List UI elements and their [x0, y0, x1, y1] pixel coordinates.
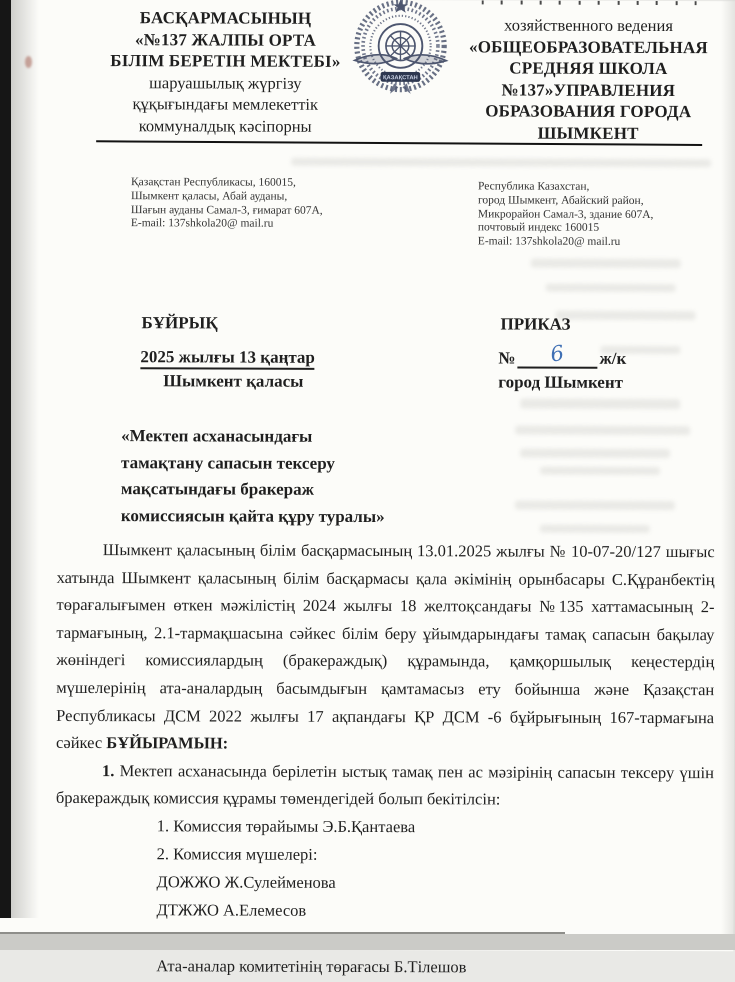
- org-name-line: БІЛІМ БЕРЕТІН МЕКТЕБІ»: [110, 51, 341, 71]
- org-name-line: БАСҚАРМАСЫНЫҢ: [139, 8, 312, 28]
- order-title-russian: ПРИКАЗ: [500, 314, 571, 334]
- order-date: [140, 347, 315, 368]
- org-name-line: хозяйственного ведения: [504, 15, 673, 36]
- scan-smudge-artifact: [25, 56, 32, 68]
- address-line: Микрорайон Самал-3, здание 607А,: [477, 207, 654, 221]
- bleed-through-artifact: [540, 467, 660, 475]
- emblem-banner-text: ҚАЗАҚСТАН: [382, 75, 418, 82]
- org-name-line: ШЫМКЕНТ: [537, 123, 639, 143]
- address-line: E-mail: 137shkola20@ mail.ru: [130, 217, 274, 231]
- body-paragraph-2-text: Мектеп асханасында берілетін ыстық тамақ пен ас мәзірінің сапасын тексеру үшін бракераждық комиссия құрамы төмендегідей болып бекітілсін:: [55, 760, 714, 809]
- org-name-russian: [444, 14, 732, 144]
- order-city-russian: город Шымкент: [498, 372, 624, 392]
- commission-list: [156, 812, 714, 982]
- scan-edge-right-shadow: [721, 0, 735, 950]
- item-number: 1.: [101, 760, 115, 780]
- address-line: Қазақстан Республикасы, 160015,: [130, 176, 296, 189]
- order-subject: [121, 423, 481, 530]
- org-name-line: шаруашылық жүргізу: [149, 72, 302, 93]
- body-paragraph-1-text: Шымкент қаласының білім басқармасының 13.01.2025 жылғы № 10-07-20/127 шығыс хатында Шымкент қаласының білім басқармасы қала әкімінің орынбасары С.Құранбектің төрағалығымен өткен мәжілістің 2024 жылғы 18 желтоқсандағы №135 хаттамасының 2-тармағының, 2.1-тармақшасына сәйкес білім беру ұйымдарындағы тамақ сапасын бақылау жөніндегі комиссиялардың (бракераждық) құрамында, қамқоршылық кеңестердің мүшелерінің ата-аналардың басымдығын қамтамасыз ету бойынша және Қазақстан Республикасы ДСМ 2022 жылғы 17 ақпандағы ҚР ДСМ -6 бұйрығының 167-тармағына сәйкес: [56, 540, 715, 753]
- bleed-through-artifact: [515, 426, 690, 436]
- org-name-kazakh: [101, 7, 349, 137]
- org-name-line: «№137 ЖАЛПЫ ОРТА: [134, 29, 317, 50]
- scan-edge-left-shadow: [11, 0, 39, 918]
- order-title-kazakh: БҰЙРЫҚ: [141, 313, 218, 333]
- org-name-line: СРЕДНЯЯ ШКОЛА: [509, 58, 668, 79]
- bleed-through-artifact: [556, 311, 696, 320]
- body-paragraph-1: [56, 536, 715, 759]
- bleed-through-artifact: [515, 501, 675, 511]
- org-name-line: коммуналдық кәсіпорны: [138, 115, 312, 136]
- address-line: город Шымкент, Абайский район,: [477, 194, 644, 207]
- subject-line: тамақтану сапасын тексеру: [121, 452, 335, 473]
- order-city-kazakh: Шымкент қаласы: [163, 371, 304, 391]
- address-line: почтовый индекс 160015: [477, 221, 600, 235]
- list-item: ДОЖЖО Ж.Сулейменова: [156, 872, 336, 892]
- org-name-line: «ОБЩЕОБРАЗОВАТЕЛЬНАЯ: [469, 36, 708, 57]
- address-block-russian: [478, 180, 654, 250]
- order-body: [55, 536, 715, 982]
- bleed-through-artifact: [531, 259, 681, 269]
- address-line: Шымкент қаласы, Абай ауданы,: [130, 189, 288, 203]
- order-date-text: 2025 жылғы 13 қаңтар: [140, 347, 315, 370]
- address-block-kazakh: [131, 176, 323, 232]
- subject-line: мақсатындағы бракераж: [120, 479, 314, 499]
- org-name-line: ОБРАЗОВАНИЯ ГОРОДА: [485, 101, 692, 122]
- bleed-through-artifact: [540, 525, 650, 533]
- list-item: ДТЖЖО А.Елемесов: [156, 900, 307, 920]
- bleed-through-artifact: [291, 158, 711, 167]
- handwritten-order-number: 6: [549, 340, 566, 367]
- scan-edge-bottom: [0, 934, 735, 950]
- number-suffix: ж/к: [599, 348, 627, 368]
- bleed-through-artifact: [520, 399, 680, 410]
- list-item: 2. Комиссия мүшелері:: [156, 844, 318, 864]
- org-name-line: №137»УПРАВЛЕНИЯ: [501, 79, 676, 100]
- clipped-text-row: [482, 0, 697, 6]
- body-paragraph-1-resolve-word: БҰЙЫРАМЫН:: [106, 733, 229, 753]
- address-line: Республика Казахстан,: [477, 180, 590, 193]
- address-line: Шағын ауданы Самал-3, ғимарат 607А,: [130, 203, 323, 217]
- subject-line: «Мектеп асханасындағы: [121, 426, 313, 446]
- org-name-line: құқығындағы мемлекеттік: [132, 94, 319, 114]
- subject-line: комиссиясын қайта құру туралы»: [120, 505, 385, 526]
- body-paragraph-2: [56, 757, 714, 814]
- order-number-row: [498, 340, 627, 368]
- kazakhstan-state-emblem-icon: [348, 0, 452, 102]
- address-line: E-mail: 137shkola20@ mail.ru: [477, 235, 621, 249]
- list-item: 1. Комиссия төрайымы Э.Б.Қантаева: [156, 816, 416, 837]
- scan-edge-left: [0, 0, 11, 918]
- order-number-blank: [517, 340, 597, 369]
- bleed-through-artifact: [520, 449, 670, 459]
- bleed-through-artifact: [546, 284, 676, 292]
- list-item: Ата-аналар комитетінің төрағасы Б.Тілешов: [156, 956, 467, 977]
- number-sign: №: [498, 348, 516, 368]
